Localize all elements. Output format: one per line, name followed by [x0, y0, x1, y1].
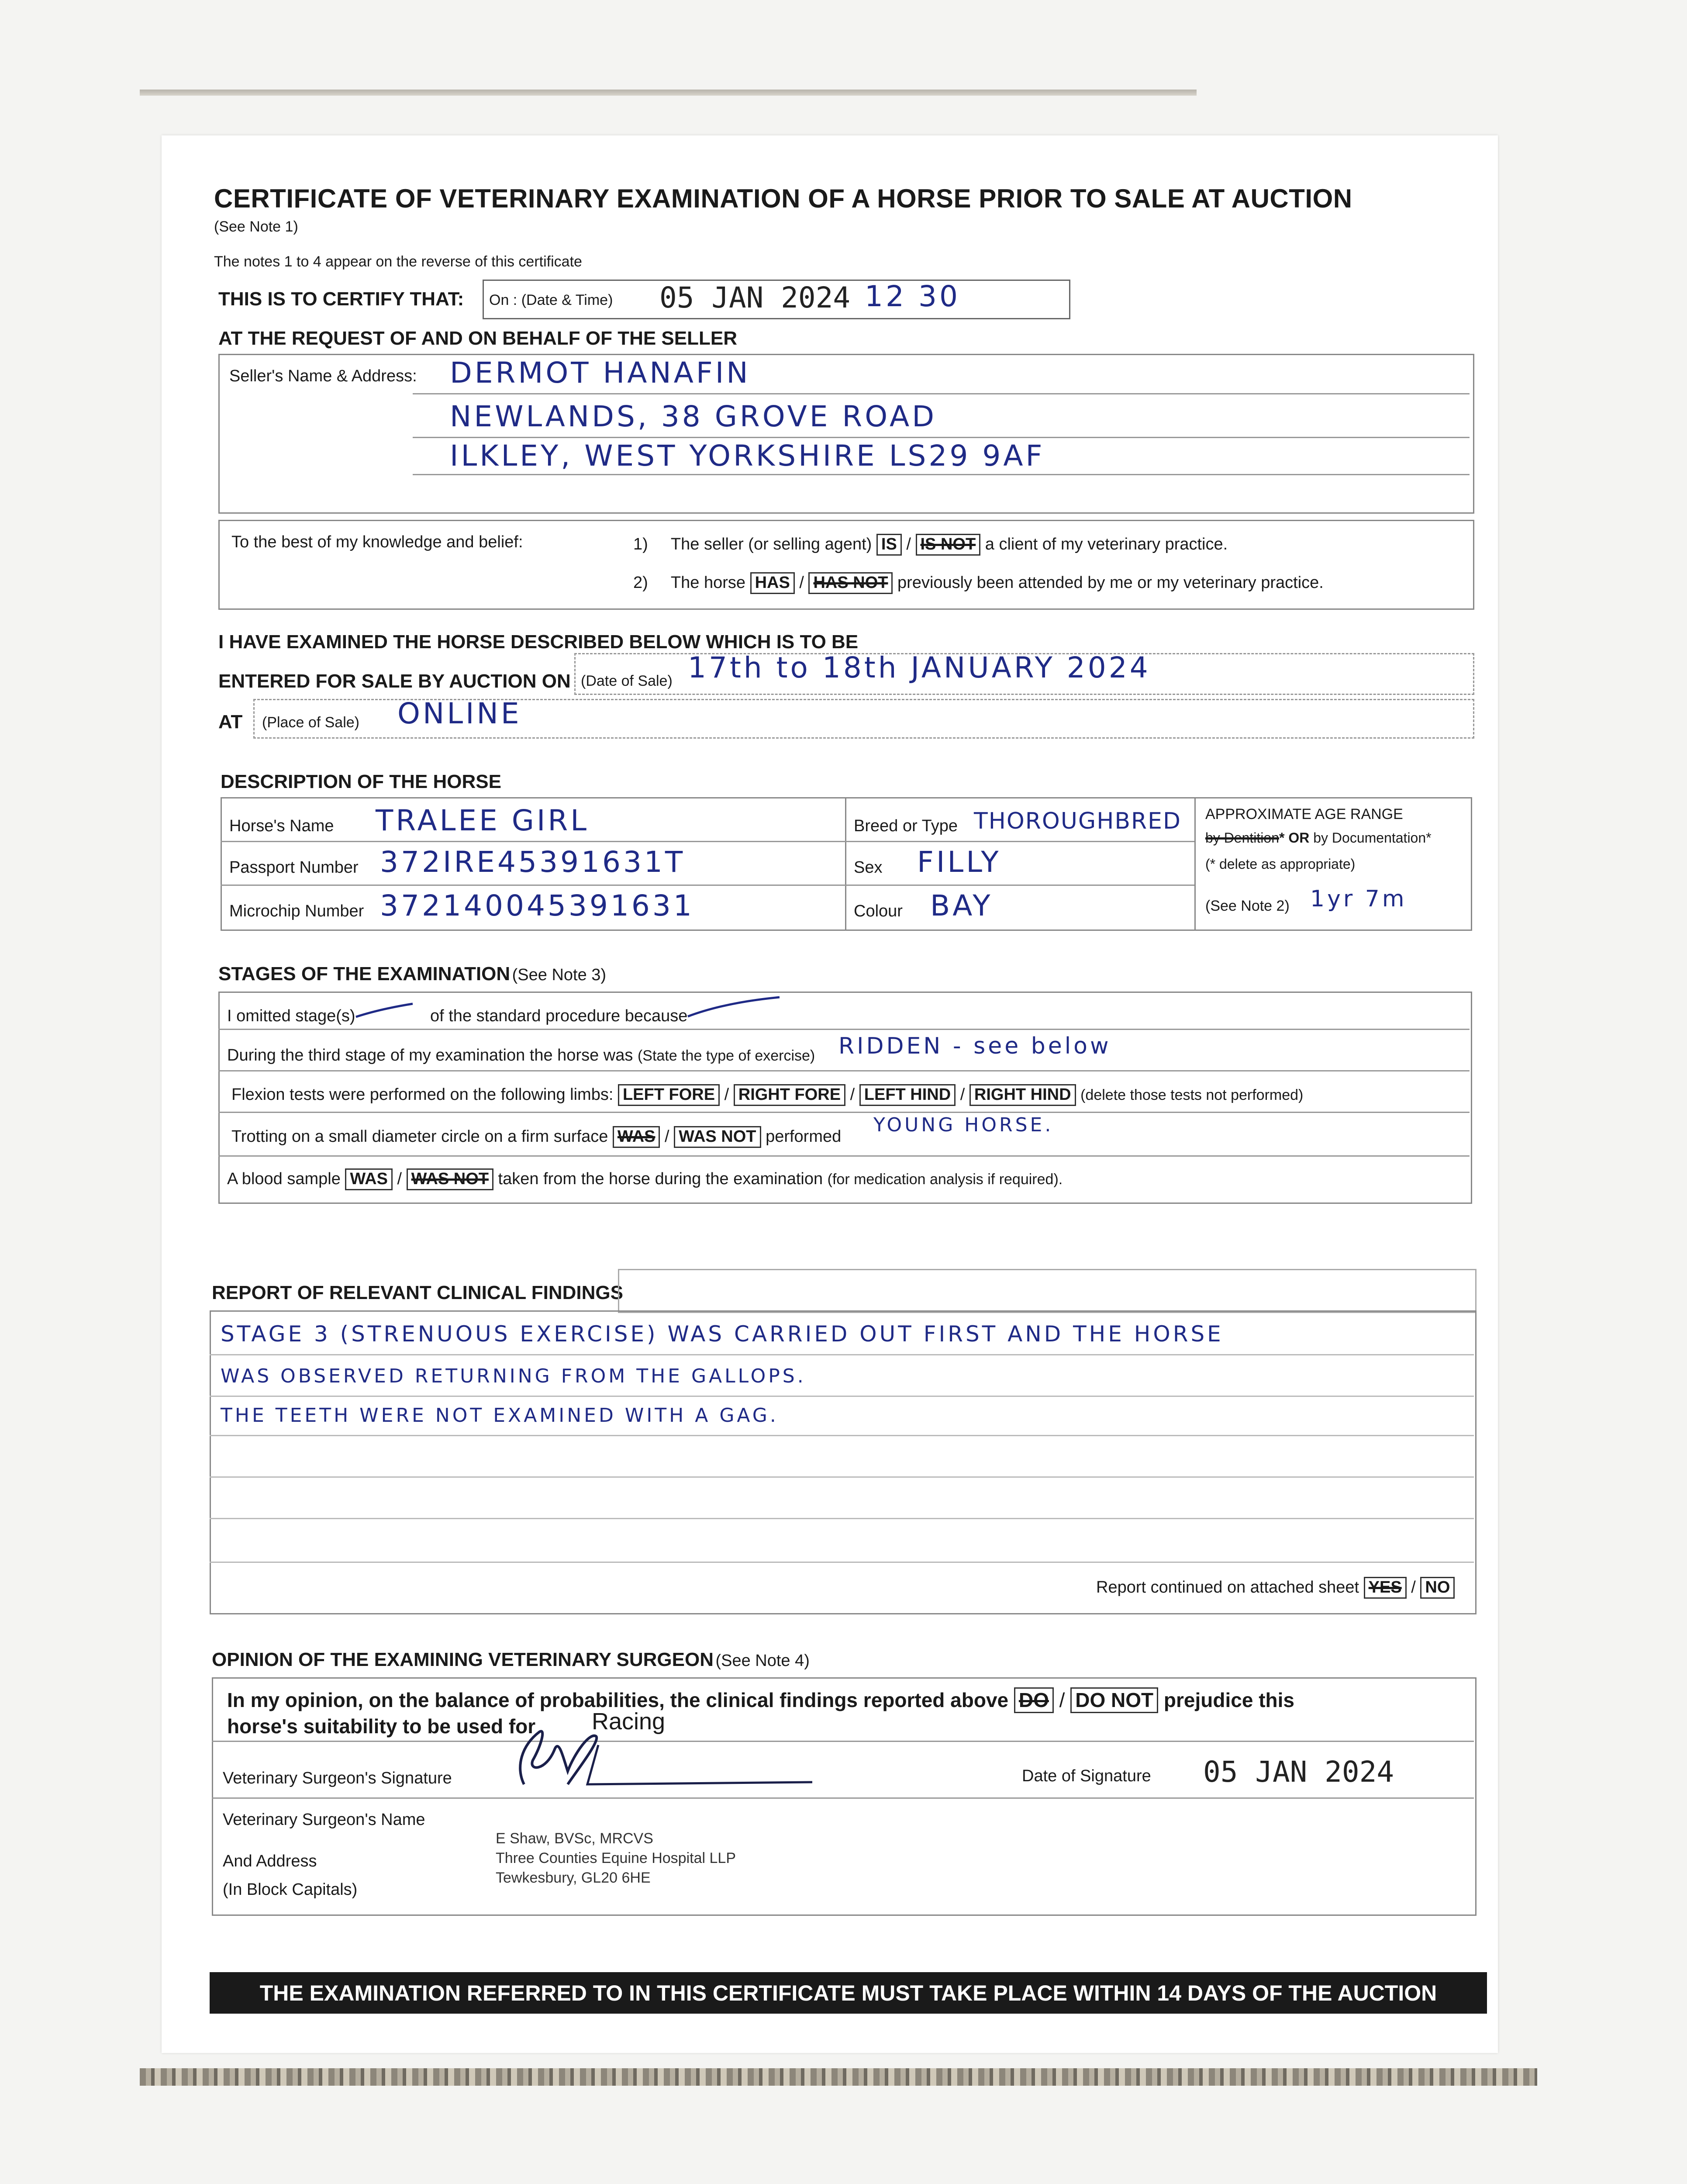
- because-dash-mark: [686, 994, 782, 1020]
- belief-label: To the best of my knowledge and belief:: [231, 533, 523, 551]
- slash: /: [397, 1170, 402, 1188]
- option-is: IS: [876, 534, 902, 556]
- vet-signature: [498, 1719, 821, 1793]
- option-has: HAS: [750, 572, 795, 594]
- report-box: [210, 1310, 1477, 1614]
- report-line-2: [210, 1396, 1474, 1397]
- belief-item-1-number: 1): [633, 535, 648, 553]
- notes-line: The notes 1 to 4 appear on the reverse of this certificate: [214, 253, 582, 270]
- report-continued-label: Report continued on attached sheet: [1096, 1578, 1359, 1597]
- trot-performed: performed: [766, 1127, 842, 1146]
- signature-label: Veterinary Surgeon's Signature: [223, 1769, 452, 1787]
- report-top-box: [618, 1269, 1477, 1313]
- date-of-signature-stamp: 05 JAN 2024: [1203, 1755, 1394, 1789]
- table-surface-strip: [140, 2068, 1537, 2086]
- horse-name-value: TRALEE GIRL: [376, 804, 590, 837]
- trot-was-struck: WAS: [613, 1126, 660, 1148]
- seller-address-line2: ILKLEY, WEST YORKSHIRE LS29 9AF: [450, 439, 1045, 473]
- belief-item-1-tail: a client of my veterinary practice.: [985, 535, 1228, 553]
- report-line-6: [210, 1562, 1474, 1563]
- blood-was: WAS: [345, 1168, 393, 1190]
- opinion-do-not: DO NOT: [1070, 1687, 1158, 1713]
- opinion-box: [212, 1677, 1477, 1916]
- blood-label: A blood sample: [227, 1170, 341, 1188]
- trot-value: YOUNG HORSE.: [873, 1114, 1054, 1136]
- omitted-label: I omitted stage(s): [227, 1007, 355, 1025]
- age-by-dentition-struck: by Dentition: [1205, 830, 1279, 846]
- age-or: * OR: [1279, 830, 1310, 846]
- horse-name-label: Horse's Name: [229, 817, 334, 835]
- exam-heading-2: ENTERED FOR SALE BY AUCTION ON: [218, 670, 571, 692]
- flexion-row: [231, 1084, 1303, 1106]
- slash: /: [906, 535, 911, 553]
- report-finding-line-3: THE TEETH WERE NOT EXAMINED WITH A GAG.: [221, 1404, 779, 1427]
- stages-heading-text: STAGES OF THE EXAMINATION: [218, 963, 511, 985]
- breed-value: THOROUGHBRED: [974, 808, 1182, 834]
- opinion-text-line-1: [227, 1687, 1294, 1713]
- stages-heading: [218, 963, 606, 985]
- flexion-right-hind: RIGHT HIND: [969, 1084, 1076, 1106]
- flexion-left-fore: LEFT FORE: [618, 1084, 720, 1106]
- opinion-text: In my opinion, on the balance of probabilities, the clinical findings reported above: [227, 1689, 1009, 1711]
- certificate-title: CERTIFICATE OF VETERINARY EXAMINATION OF A HORSE PRIOR TO SALE AT AUCTION: [214, 184, 1352, 213]
- third-stage-label: [227, 1046, 815, 1065]
- slash: /: [724, 1085, 729, 1104]
- slash: /: [1059, 1689, 1065, 1711]
- passport-label: Passport Number: [229, 858, 359, 877]
- on-date-time-label: On : (Date & Time): [489, 292, 613, 308]
- age-heading: APPROXIMATE AGE RANGE: [1205, 806, 1403, 822]
- option-has-not-struck: HAS NOT: [808, 572, 893, 594]
- belief-item-2-text: The horse: [670, 574, 745, 592]
- slash: /: [1411, 1578, 1416, 1597]
- age-see-note-2: (See Note 2): [1205, 898, 1290, 914]
- trot-was-not: WAS NOT: [674, 1126, 761, 1148]
- stages-line-3: [218, 1112, 1470, 1113]
- stages-see-note-3: (See Note 3): [512, 966, 607, 984]
- vet-address-label: And Address: [223, 1852, 317, 1870]
- omitted-because-label: of the standard procedure because: [430, 1007, 688, 1025]
- seller-heading: AT THE REQUEST OF AND ON BEHALF OF THE SELLER: [218, 328, 737, 349]
- slash: /: [665, 1127, 669, 1146]
- opinion-text-line-2: horse's suitability to be used for: [227, 1715, 536, 1738]
- vet-stamp-line-3: Tewkesbury, GL20 6HE: [496, 1870, 651, 1886]
- belief-item-2: [633, 572, 1324, 594]
- third-stage-value: RIDDEN - see below: [838, 1033, 1111, 1059]
- sex-label: Sex: [854, 858, 883, 877]
- report-line-5: [210, 1518, 1474, 1519]
- seller-line-1: [413, 393, 1470, 394]
- flexion-left-hind: LEFT HIND: [859, 1084, 956, 1106]
- omitted-dash-mark: [354, 1000, 415, 1020]
- report-finding-line-2: WAS OBSERVED RETURNING FROM THE GALLOPS.: [221, 1365, 806, 1387]
- opinion-heading: [212, 1649, 810, 1671]
- sale-at-label: AT: [218, 711, 243, 733]
- flexion-right-fore: RIGHT FORE: [734, 1084, 845, 1106]
- belief-item-1: [633, 534, 1228, 556]
- continued-yes-struck: YES: [1364, 1577, 1407, 1599]
- report-continued-row: [1096, 1577, 1455, 1599]
- report-line-3: [210, 1435, 1474, 1436]
- belief-item-1-text: The seller (or selling agent): [670, 535, 872, 553]
- flexion-label: Flexion tests were performed on the following limbs:: [231, 1085, 614, 1104]
- belief-item-2-tail: previously been attended by me or my veterinary practice.: [897, 574, 1324, 592]
- continued-no: NO: [1420, 1577, 1455, 1599]
- sale-date-label: (Date of Sale): [581, 673, 673, 689]
- opinion-line-1: [212, 1741, 1474, 1742]
- breed-label: Breed or Type: [854, 817, 958, 835]
- stages-line-2: [218, 1070, 1470, 1071]
- report-line-4: [210, 1476, 1474, 1478]
- seller-name: DERMOT HANAFIN: [450, 356, 751, 390]
- opinion-do-struck: DO: [1014, 1687, 1054, 1713]
- sex-value: FILLY: [917, 845, 1001, 879]
- trot-label: Trotting on a small diameter circle on a firm surface: [231, 1127, 608, 1146]
- blood-was-not-struck: WAS NOT: [407, 1168, 493, 1190]
- paper-top-edge: [140, 90, 1197, 96]
- third-stage-note: (State the type of exercise): [637, 1047, 815, 1064]
- block-capitals-label: (In Block Capitals): [223, 1880, 358, 1899]
- opinion-purpose: Racing: [592, 1708, 666, 1735]
- exam-time: 12 30: [865, 280, 960, 313]
- opinion-see-note-4: (See Note 4): [715, 1652, 810, 1670]
- age-method: [1205, 830, 1432, 846]
- stages-line-1: [218, 1029, 1470, 1030]
- trot-row: [231, 1126, 841, 1148]
- colour-label: Colour: [854, 902, 903, 920]
- seller-address-line1: NEWLANDS, 38 GROVE ROAD: [450, 400, 937, 433]
- flexion-delete-note: (delete those tests not performed): [1080, 1087, 1304, 1103]
- stages-line-4: [218, 1155, 1470, 1157]
- microchip-value: 372140045391631: [380, 889, 694, 923]
- vet-stamp-line-2: Three Counties Equine Hospital LLP: [496, 1850, 736, 1866]
- age-by-documentation: by Documentation*: [1313, 830, 1432, 846]
- opinion-heading-text: OPINION OF THE EXAMINING VETERINARY SURGEON: [212, 1649, 714, 1670]
- exam-heading-1: I HAVE EXAMINED THE HORSE DESCRIBED BELOW WHICH IS TO BE: [218, 631, 859, 653]
- report-line-1: [210, 1354, 1474, 1355]
- microchip-label: Microchip Number: [229, 902, 364, 920]
- horse-col-divider-2: [1194, 797, 1196, 930]
- sale-date-value: 17th to 18th JANUARY 2024: [688, 651, 1151, 684]
- opinion-line-2: [212, 1797, 1474, 1799]
- horse-row-line-1: [221, 841, 1194, 842]
- report-finding-line-1: STAGE 3 (STRENUOUS EXERCISE) WAS CARRIED OUT FIRST AND THE HORSE: [221, 1321, 1224, 1347]
- option-is-not-struck: IS NOT: [916, 534, 981, 556]
- passport-value: 372IRE45391631T: [380, 845, 686, 879]
- see-note-1: (See Note 1): [214, 218, 298, 235]
- horse-row-line-2: [221, 885, 1194, 886]
- seller-line-3: [413, 474, 1470, 475]
- slash: /: [960, 1085, 965, 1104]
- opinion-text-tail: prejudice this: [1163, 1689, 1294, 1711]
- sale-place-value: ONLINE: [397, 697, 522, 730]
- date-of-signature-label: Date of Signature: [1022, 1767, 1151, 1785]
- third-stage-text: During the third stage of my examination the horse was: [227, 1046, 633, 1064]
- certify-label: THIS IS TO CERTIFY THAT:: [218, 288, 464, 310]
- footer-notice: THE EXAMINATION REFERRED TO IN THIS CERTIFICATE MUST TAKE PLACE WITHIN 14 DAYS OF THE AUCTION: [210, 1972, 1487, 2014]
- slash: /: [850, 1085, 855, 1104]
- seller-line-2: [413, 437, 1470, 438]
- certificate-sheet: [162, 135, 1498, 2053]
- vet-name-label: Veterinary Surgeon's Name: [223, 1811, 425, 1829]
- blood-note: (for medication analysis if required).: [827, 1171, 1063, 1188]
- blood-taken-text: taken from the horse during the examination: [498, 1170, 823, 1188]
- age-value: 1yr 7m: [1310, 886, 1407, 912]
- age-delete-note: (* delete as appropriate): [1205, 856, 1356, 872]
- sale-place-label: (Place of Sale): [262, 714, 359, 731]
- horse-col-divider-1: [845, 797, 846, 930]
- blood-row: [227, 1168, 1063, 1190]
- slash: /: [799, 574, 804, 592]
- belief-item-2-number: 2): [633, 574, 648, 592]
- report-heading: REPORT OF RELEVANT CLINICAL FINDINGS: [212, 1282, 623, 1303]
- colour-value: BAY: [930, 889, 993, 923]
- seller-name-address-label: Seller's Name & Address:: [229, 367, 417, 385]
- exam-date-stamp: 05 JAN 2024: [659, 281, 851, 314]
- vet-stamp-line-1: E Shaw, BVSc, MRCVS: [496, 1830, 653, 1847]
- horse-heading: DESCRIPTION OF THE HORSE: [221, 771, 501, 792]
